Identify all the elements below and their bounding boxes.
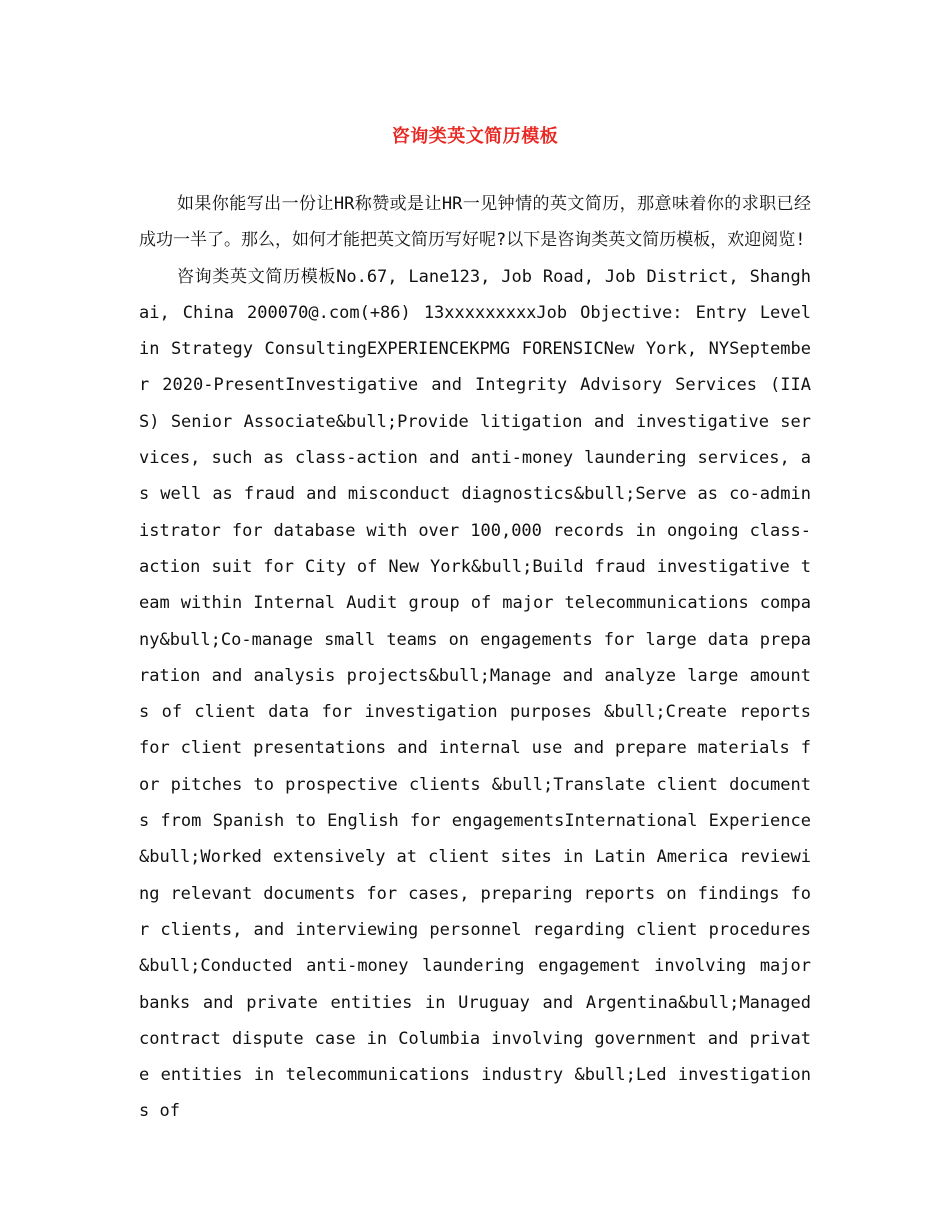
intro-paragraph: 如果你能写出一份让HR称赞或是让HR一见钟情的英文简历，那意味着你的求职已经成功一半了。那么，如何才能把英文简历写好呢?以下是咨询类英文简历模板，欢迎阅览!	[139, 194, 811, 251]
resume-template-paragraph: 咨询类英文简历模板No.67, Lane123, Job Road, Job District, Shanghai, China 200070@.com(+86) 13xxxxxxxxxJob Objective: Entry Level in Strategy ConsultingEXPERIENCEKPMG FORENSICNew York, NYSeptember 2020-PresentInvestigative and Integrity Advisory Services (IIAS) Senior Associate&bull;Provide litigation and investigative services, such as class-action and anti-money laundering services, as well as fraud and misconduct diagnostics&bull;Serve as co-administrator for database with over 100,000 records in ongoing class-action suit for City of New York&bull;Build fraud investigative team within Internal Audit group of major telecommunications company&bull;Co-manage small teams on engagements for large data preparation and analysis projects&bull;Manage and analyze large amounts of client data for investigation purposes &bull;Create reports for client presentations and internal use and prepare materials for pitches to prospective clients &bull;Translate client documents from Spanish to English for engagementsInternational Experience&bull;Worked extensively at client sites in Latin America reviewing relevant documents for cases, preparing reports on findings for clients, and interviewing personnel regarding client procedures&bull;Conducted anti-money laundering engagement involving major banks and private entities in Uruguay and Argentina&bull;Managed contract dispute case in Columbia involving government and private entities in telecommunications industry &bull;Led investigations of	[139, 266, 811, 1122]
document-body	[139, 186, 811, 1130]
document-title: 咨询类英文简历模板	[391, 126, 559, 147]
